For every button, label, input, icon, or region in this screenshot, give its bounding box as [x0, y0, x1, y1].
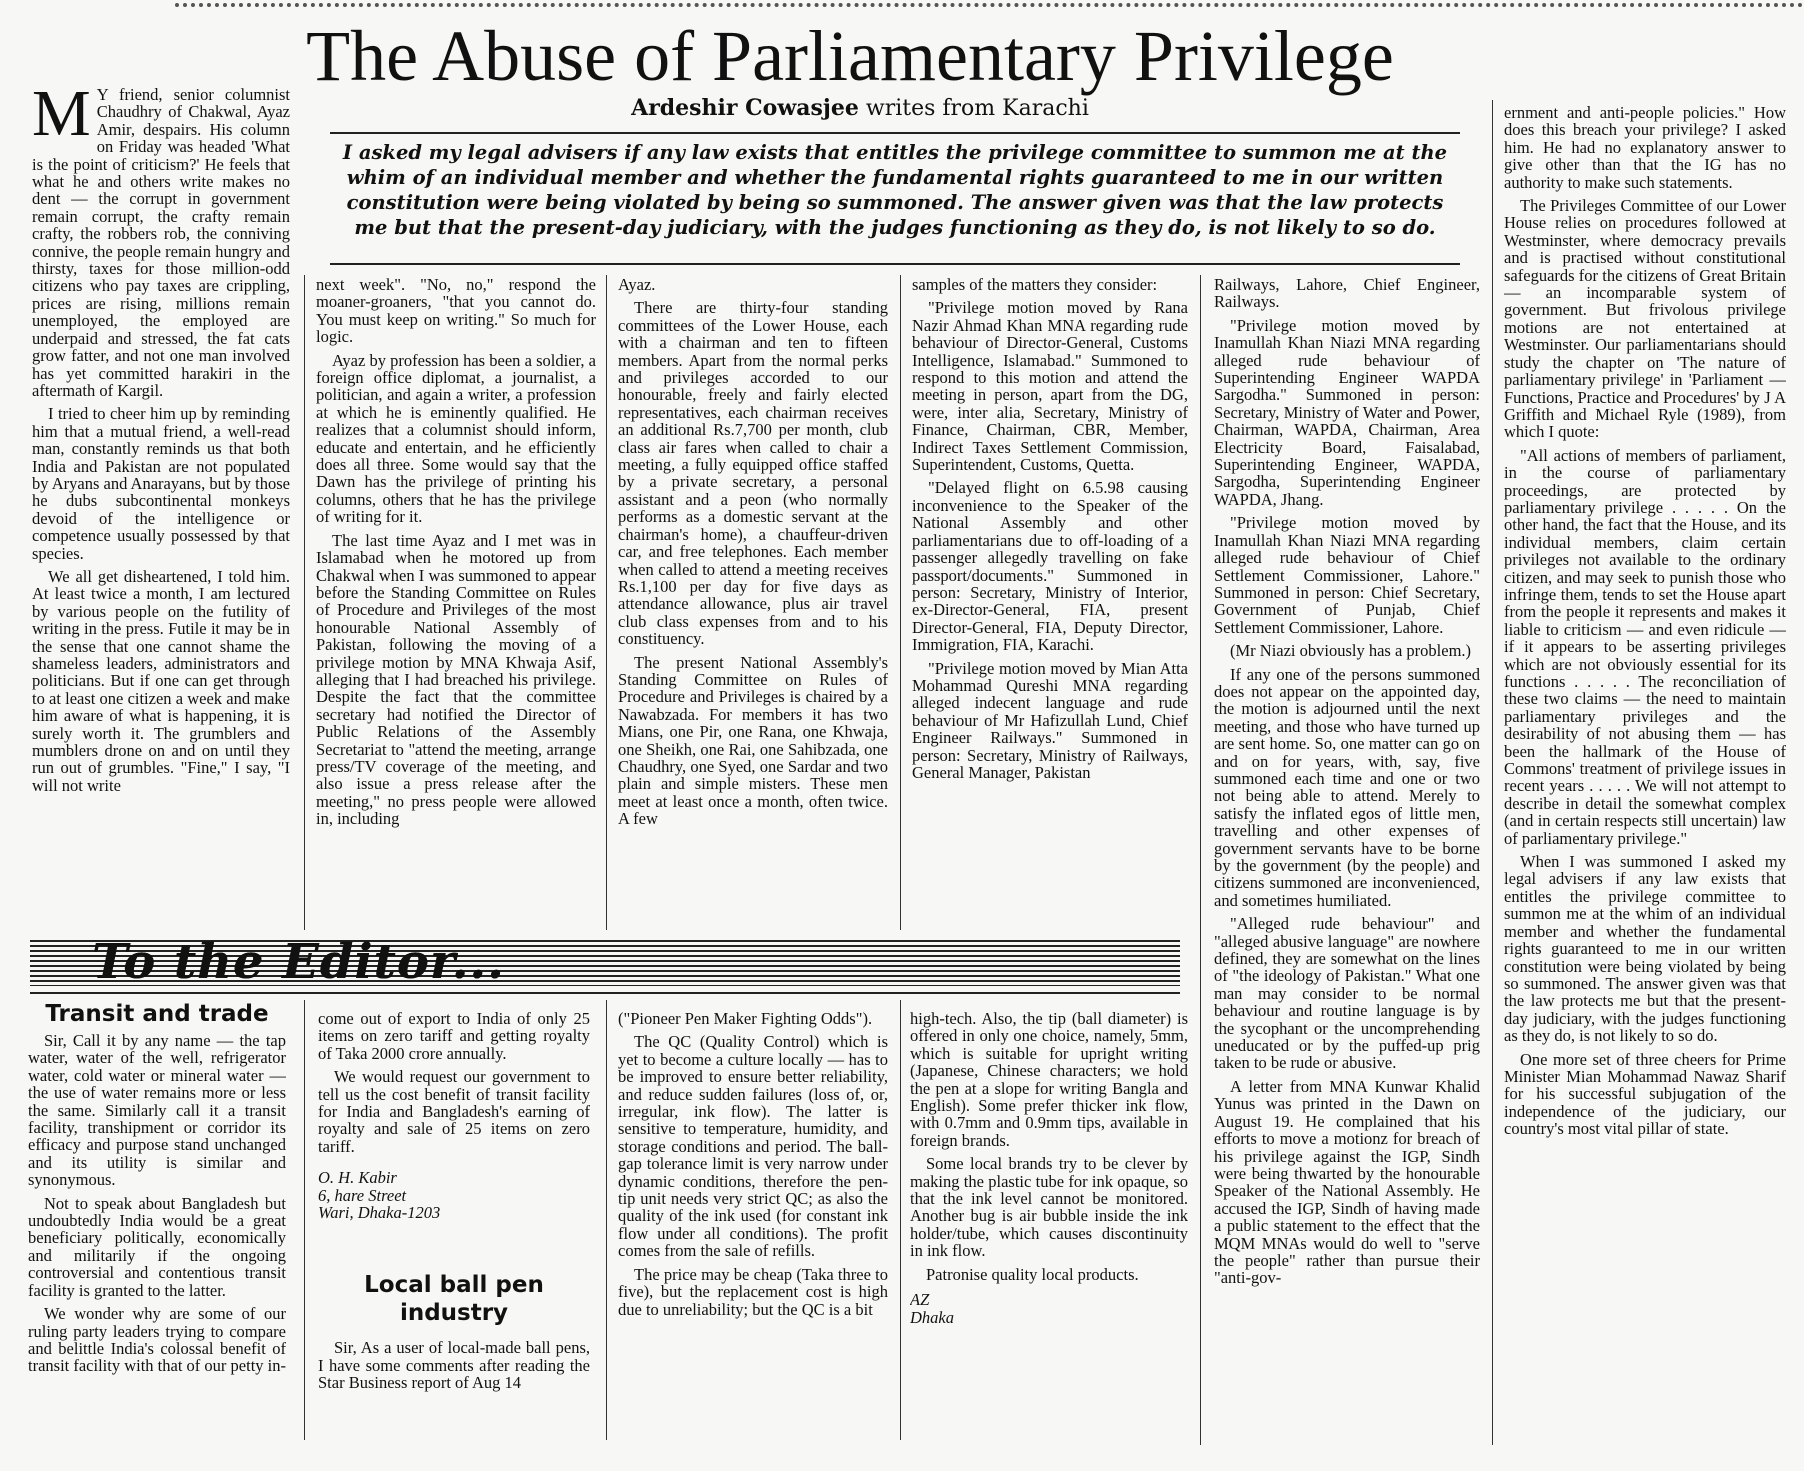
- paragraph: The last time Ayaz and I met was in Islamabad when he motored up from Chakwal when I was summoned to appear before the Standing Committee on Rules of Procedure and Privileges of the most honourable National Assembly of Pakistan, following the moving of a privilege motion by MNA Khwaja Asif, alleging that I had breached his privilege. Despite the fact that the committee secretary had notified the Director of Public Relations of the Assembly Secretariat to "attend the meeting, arrange press/TV coverage of the meeting, and also issue a press release after the meeting," no press people were allowed in, including: [316, 530, 596, 829]
- paragraph: The price may be cheap (Taka three to five), but the replacement cost is high due to unreliability; but the QC is a bit: [618, 1264, 888, 1319]
- paragraph: We would request our government to tell us the cost benefit of transit facility for India and Bangladesh's earning of royalty and sale of 25 items on zero tariff.: [318, 1067, 590, 1156]
- editor-section-title: To the Editor...: [92, 934, 505, 990]
- paragraph: If any one of the persons summoned does not appear on the appointed day, the motion is adjourned until the next meeting, and those who have turned up are sent home. So, one matter can go on and on for years, with, say, five summoned each time and one or two not being able to attend. Merely to satisfy the inflated egos of little men, travelling and other expenses of government servants have to be borne by the government (by the people) and citizens summoned are inconvenienced, and sometimes humiliated.: [1214, 664, 1480, 910]
- paragraph: Sir, As a user of local-made ball pens, I have some comments after reading the Star Business report of Aug 14: [318, 1338, 590, 1393]
- article-column-2: [316, 276, 596, 932]
- editor-section-rule: [30, 992, 1180, 994]
- letter-signature-city: Dhaka: [910, 1307, 954, 1327]
- paragraph: The QC (Quality Control) which is yet to become a culture locally — has to be improved to ensure better reliability, and reduce sudden failures (loss of, or, irregular, ink flow). The latter is sensitive to temperature, humidity, and storage conditions and period. The ball-gap tolerance limit is very narrow under dynamic conditions, therefore the pen-tip unit needs very strict QC; as also the quality of the ink used (for constant ink flow under all conditions). The profit comes from the sale of refills.: [618, 1032, 888, 1261]
- pullquote-top-rule: [330, 132, 1460, 134]
- column-divider: [900, 1000, 901, 1440]
- byline-suffix: writes from Karachi: [858, 96, 1089, 121]
- pullquote: I asked my legal advisers if any law exists that entitles the privilege committee to summon me at the whim of an individual member and whether the fundamental rights guaranteed to me in our written constitution were being violated by being so summoned. The answer given was that the law protects me but that the present-day judiciary, with the judges functioning as they do, is not likely to so do.: [342, 141, 1448, 239]
- paragraph: Patronise quality local products.: [926, 1264, 1139, 1284]
- paragraph: I tried to cheer him up by reminding him that a mutual friend, a well-read man, constantly reminds us that both India and Pakistan are not populated by Aryans and Anarayans, but by those he dubs subcontinental monkeys devoid of the intelligence or competence usually possessed by that species.: [32, 404, 290, 563]
- paragraph: [32, 86, 290, 399]
- paragraph: We all get disheartened, I told him. At least twice a month, I am lectured by various people on the futility of writing in the press. Futile it may be in the sense that one cannot shame the shameless leaders, administrators and politicians. But if one can get through to at least one citizen a week and make him aware of what is happening, it is surely worth it. The grumblers and mumblers drone on and on until they run out of grumbles. "Fine," I say, "I will not write: [32, 566, 290, 795]
- paragraph: When I was summoned I asked my legal advisers if any law exists that entitles the privilege committee to summon me at the whim of an individual member and whether the fundamental rights guaranteed to me in our written constitution were being violated by being so summoned. The answer given was that the law protects me but that the present-day judiciary, with the judges functioning as they do, is not likely to so do.: [1504, 852, 1786, 1046]
- paragraph: One more set of three cheers for Prime Minister Mian Mohammad Nawaz Sharif for his successful subjugation of the independence of the judiciary, our country's most vital pillar of state.: [1504, 1049, 1786, 1139]
- column-divider: [1492, 100, 1493, 1445]
- letter-signature-city: Wari, Dhaka-1203: [318, 1203, 441, 1223]
- article-column-5: [1214, 276, 1480, 1446]
- headline: The Abuse of Parliamentary Privilege: [306, 16, 1394, 96]
- letter-signature-name: AZ: [910, 1290, 930, 1310]
- article-column-4: [912, 276, 1188, 932]
- byline-author: Ardeshir Cowasjee: [631, 95, 859, 121]
- paragraph: "All actions of members of parliament, in the course of parliamentary proceedings, are protected by parliamentary privilege . . . . . On the other hand, the fact that the House, and its individual members, claim certain privileges not available to the ordinary citizen, and may seek to punish those who infringe them, tends to set the House apart from the people it represents and makes it liable to criticism — and even ridicule — if it appears to be asserting privileges which are not obviously essential for its functions . . . . . The reconciliation of these two claims — the need to maintain parliamentary privileges and the desirability of not abusing them — has been the hallmark of the House of Commons' treatment of privilege issues in recent years . . . . . We will not attempt to describe in detail the somewhat complex (and in certain respects still uncertain) law of parliamentary privilege.": [1504, 445, 1786, 848]
- paragraph: "Privilege motion moved by Mian Atta Mohammad Qureshi MNA regarding alleged indecent language and rude behaviour of Mr Hafizullah Lund, Chief Engineer Railways." Summoned in person: Secretary, Ministry of Railways, General Manager, Pakistan: [912, 658, 1188, 782]
- column-divider: [304, 275, 305, 930]
- paragraph: Railways, Lahore, Chief Engineer, Railways.: [1214, 276, 1480, 312]
- paragraph: come out of export to India of only 25 items on zero tariff and getting royalty of Taka 2000 crore annually.: [318, 1010, 590, 1063]
- paragraph: samples of the matters they consider:: [912, 276, 1158, 294]
- letter-signature-address: 6, hare Street: [318, 1185, 407, 1205]
- paragraph: The present National Assembly's Standing Committee on Rules of Procedure and Privileges is chaired by a Nawabzada. For members it has two Mians, one Pir, one Rana, one Khwaja, one Sheikh, one Rai, one Sahibzada, one Chaudhry, one Syed, one Sardar and two plain and simple misters. These men meet at least once a month, often twice. A few: [618, 652, 888, 829]
- paragraph: There are thirty-four standing committees of the Lower House, each with a chairman and ten to fifteen members. Apart from the normal perks and privileges accorded to our honourable, freely and fairly elected representatives, each chairman receives an additional Rs.7,700 per month, club class air fares when called to chair a meeting, a fully equipped office staffed by a private secretary, a personal assistant and a peon (who normally performs as a domestic servant at the chairman's home), a chauffeur-driven car, and free telephones. Each member when called to attend a meeting receives Rs.1,100 per day for five days as attendance allowance, plus air travel club class expenses from and to his constituency.: [618, 298, 888, 649]
- paragraph: Not to speak about Bangladesh but undoubtedly India would be a great beneficiary politically, economically and militarily if the ongoing controversial and contentious transit facility is granted to the latter.: [28, 1193, 286, 1300]
- paragraph: A letter from MNA Kunwar Khalid Yunus was printed in the Dawn on August 19. He complained that his efforts to move a motionz for breach of his privilege against the IGP, Sindh were being thwarted by the honourable Speaker of the National Assembly. He accused the IGP, Sindh of having made a public statement to the effect that the MQM MNAs would do well to "serve the people" rather than pursue their "anti-gov-: [1214, 1076, 1480, 1288]
- paragraph: Sir, Call it by any name — the tap water, water of the well, refrigerator water, cold water or mineral water — the use of water remains more or less the same. Similarly call it a transit facility, transhipment or corridor its efficacy and purpose stand unchanged and its utility is similar and synonymous.: [28, 1031, 286, 1190]
- article-column-6: [1504, 104, 1786, 1449]
- column-divider: [304, 1000, 305, 1440]
- paragraph: "Alleged rude behaviour" and "alleged abusive language" are nowhere defined, they are somewhat on the lines of "the ideology of Pakistan." What one man may consider to be normal behaviour and routine language is by the sycophant or the uncomprehending uneducated or by the puffed-up prig taken to be rude or abusive.: [1214, 914, 1480, 1073]
- letter-column-2: [318, 1010, 590, 1445]
- pullquote-bottom-rule: [330, 263, 1460, 265]
- paragraph: "Privilege motion moved by Inamullah Khan Niazi MNA regarding alleged rude behaviour of Chief Settlement Commissioner, Lahore." Summoned in person: Chief Secretary, Government of Punjab, Chief Settlement Commissioner, Lahore.: [1214, 513, 1480, 637]
- letter-heading: Transit and trade: [45, 1001, 269, 1027]
- letter-column-4: [910, 1010, 1188, 1445]
- spacer: [318, 1221, 590, 1271]
- paragraph: Ayaz.: [618, 276, 656, 294]
- column-divider: [1200, 275, 1201, 1445]
- article-column-3: [618, 276, 888, 932]
- paragraph: "Privilege motion moved by Inamullah Khan Niazi MNA regarding alleged rude behaviour of Superintending Engineer WAPDA Sargodha." Summoned in person: Secretary, Ministry of Water and Power, Chairman, WAPDA, Chairman, Area Electricity Board, Faisalabad, Superintending Engineer, WAPDA, Sargodha, Superintending Engineer WAPDA, Jhang.: [1214, 315, 1480, 509]
- article-column-1: [32, 86, 290, 932]
- letter-transit-col-1: [28, 1000, 286, 1445]
- paragraph: Ayaz by profession has been a soldier, a foreign office diplomat, a journalist, a politician, and again a writer, a profession at which he is eminently qualified. He realizes that a columnist should inform, educate and entertain, and he efficiently does all three. Some would say that the Dawn has the privilege of printing his columns, others that he has the privilege of writing for it.: [316, 350, 596, 527]
- drop-cap: M: [32, 86, 91, 150]
- paragraph: Some local brands try to be clever by making the plastic tube for ink opaque, so that the ink level cannot be monitored. Another bug is air bubble inside the ink holder/tube, which causes discontinuity in ink flow.: [910, 1154, 1188, 1261]
- column-divider: [900, 275, 901, 930]
- column-divider: [606, 1000, 607, 1440]
- paragraph: The Privileges Committee of our Lower House relies on procedures followed at Westminster, where democracy prevails and is practised without constitutional safeguards for the citizens of Great Britain — an incomparable system of government. But frivolous privilege motions are not entertained at Westminster. Our parliamentarians should study the chapter on 'The nature of parliamentary privilege' in 'Parliament — Functions, Practice and Procedures' by J A Griffith and Michael Ryle (1989), from which I quote:: [1504, 196, 1786, 442]
- paragraph-text: Y friend, senior columnist Chaudhry of Chakwal, Ayaz Amir, despairs. His column on Friday was headed 'What is the point of criticism?' He feels that what he and others write makes no dent — the corrupt in government remain corrupt, the crafty remain crafty, the robbers rob, the conniving connive, the people remain hungry and thirsty, taxes for those million-odd citizens who pay taxes are crippling, prices are rising, millions remain unemployed, the employed are underpaid and stressed, the fat cats grow fatter, and not one man involved has yet committed harakiri in the aftermath of Kargil.: [32, 86, 290, 400]
- paragraph: (Mr Niazi obviously has a problem.): [1230, 641, 1472, 661]
- paragraph: ("Pioneer Pen Maker Fighting Odds").: [618, 1010, 873, 1028]
- paragraph: next week". "No, no," respond the moaner-groaners, "that you cannot do. You must keep on writing." So much for logic.: [316, 276, 596, 347]
- byline: [330, 95, 1390, 121]
- column-divider: [606, 275, 607, 930]
- paragraph: high-tech. Also, the tip (ball diameter) is offered in only one choice, namely, 5mm, which is suitable for upright writing (Japanese, Chinese characters; we hold the pen at a slope for writing Bangla and English). Some prefer thicker ink flow, with 0.7mm and 0.9mm tips, available in foreign brands.: [910, 1010, 1188, 1150]
- paragraph: We wonder why are some of our ruling party leaders trying to compare and belittle India's colossal benefit of transit facility with that of our petty in-: [28, 1304, 286, 1376]
- letter-signature-name: O. H. Kabir: [318, 1168, 397, 1188]
- top-dotted-border: [175, 3, 1804, 7]
- paragraph: "Delayed flight on 6.5.98 causing inconvenience to the Speaker of the National Assembly and other parliamentarians due to off-loading of a passenger allegedly travelling on fake passport/documents." Summoned in person: Secretary, Ministry of Interior, ex-Director-General, FIA, present Director-General, FIA, Deputy Director, Immigration, FIA, Karachi.: [912, 478, 1188, 655]
- paragraph: "Privilege motion moved by Rana Nazir Ahmad Khan MNA regarding rude behaviour of Director-General, Customs Intelligence, Islamabad." Summoned to respond to this motion and attend the meeting in person, apart from the DG, were, inter alia, Secretary, Ministry of Finance, Chairman, CBR, Member, Indirect Taxes Settlement Commission, Superintendent, Customs, Quetta.: [912, 298, 1188, 475]
- letter-column-3: [618, 1010, 888, 1445]
- letter-heading: Local ball pen industry: [364, 1272, 544, 1327]
- paragraph: ernment and anti-people policies." How does this breach your privilege? I asked him. He had no explanatory answer to give other than that the IG has no authority to make such statements.: [1504, 104, 1786, 192]
